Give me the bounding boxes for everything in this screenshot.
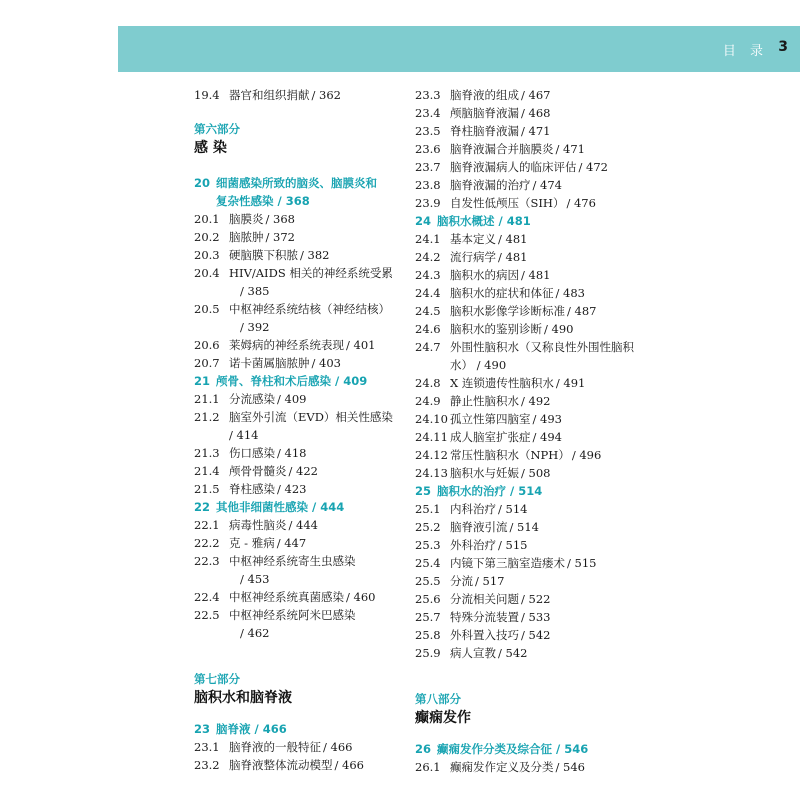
entry-number: 24.13 (415, 466, 448, 480)
header-page-number: 3 (778, 39, 788, 55)
chapter-page: / 546 (556, 742, 589, 756)
toc-entry[interactable] (194, 588, 406, 606)
toc-entry[interactable] (415, 86, 645, 104)
entry-title: 脑脊液的组成 (450, 88, 519, 102)
entry-number: 24.4 (415, 286, 441, 300)
entry-number: 19.4 (194, 88, 220, 102)
toc-entry[interactable] (194, 228, 406, 246)
chapter-number: 21 (194, 374, 211, 388)
entry-title: 克 - 雅病 (229, 536, 275, 550)
entry-number: 21.2 (194, 410, 220, 424)
entry-page: / 422 (288, 464, 318, 478)
toc-entry[interactable] (415, 140, 645, 158)
entry-number: 23.5 (415, 124, 441, 138)
entry-number: 23.3 (415, 88, 441, 102)
toc-entry[interactable] (415, 158, 645, 176)
toc-right-column (415, 86, 645, 776)
chapter-heading[interactable] (194, 720, 406, 738)
entry-title: 外科治疗 (450, 538, 496, 552)
toc-entry[interactable] (194, 336, 406, 354)
entry-title: 成人脑室扩张症 (450, 430, 531, 444)
entry-page: / 418 (277, 446, 307, 460)
part-label: 第八部分 (415, 692, 461, 706)
entry-page: / 466 (334, 758, 364, 772)
chapter-number: 25 (415, 484, 432, 498)
entry-number: 23.9 (415, 196, 441, 210)
toc-entry[interactable] (194, 552, 406, 588)
toc-entry[interactable] (415, 176, 645, 194)
entry-page: / 490 (544, 322, 574, 336)
entry-title: 脑积水的症状和体征 (450, 286, 554, 300)
page-header-bar (118, 26, 800, 72)
entry-number: 24.5 (415, 304, 441, 318)
entry-page: / 490 (476, 358, 507, 372)
entry-title: 中枢神经系统真菌感染 (229, 590, 344, 604)
entry-page: / 414 (229, 428, 259, 442)
entry-page: / 401 (346, 338, 376, 352)
entry-title: 流行病学 (450, 250, 496, 264)
entry-number: 21.3 (194, 446, 220, 460)
entry-title: 脊柱脑脊液漏 (450, 124, 519, 138)
chapter-title-line1: 细菌感染所致的脑炎、脑膜炎和 (216, 176, 377, 190)
entry-number: 20.1 (194, 212, 220, 226)
entry-page: / 487 (567, 304, 597, 318)
entry-number: 25.7 (415, 610, 441, 624)
toc-entry[interactable] (415, 500, 645, 518)
toc-entry[interactable] (415, 464, 645, 482)
toc-entry[interactable] (415, 758, 645, 776)
entry-title: 脑脊液整体流动模型 (229, 758, 333, 772)
toc-entry[interactable] (415, 644, 645, 662)
toc-entry[interactable] (415, 266, 645, 284)
entry-page: / 533 (521, 610, 551, 624)
entry-number: 25.9 (415, 646, 441, 660)
entry-title: 内镜下第三脑室造瘘术 (450, 556, 565, 570)
entry-title: 分流相关问题 (450, 592, 519, 606)
entry-page: / 444 (288, 518, 318, 532)
entry-title: 颅脑脑脊液漏 (450, 106, 519, 120)
entry-page: / 468 (521, 106, 551, 120)
entry-page: / 494 (532, 430, 562, 444)
entry-page: / 423 (277, 482, 307, 496)
entry-title: 脑积水的鉴别诊断 (450, 322, 542, 336)
toc-entry[interactable] (415, 518, 645, 536)
entry-title: 常压性脑积水（NPH） (450, 448, 570, 462)
entry-title: 脑脊液的一般特征 (229, 740, 321, 754)
chapter-number: 22 (194, 500, 211, 514)
entry-page: / 514 (509, 520, 539, 534)
toc-entry[interactable] (194, 300, 406, 336)
entry-number: 23.4 (415, 106, 441, 120)
toc-entry[interactable] (415, 104, 645, 122)
entry-title: 颅骨骨髓炎 (229, 464, 287, 478)
entry-title: 脑脊液引流 (450, 520, 508, 534)
chapter-heading[interactable] (415, 482, 645, 500)
toc-entry[interactable] (415, 626, 645, 644)
entry-page: / 474 (532, 178, 562, 192)
chapter-title: 脑积水的治疗 (437, 484, 506, 498)
entry-page: / 492 (521, 394, 551, 408)
part-title: 感 染 (194, 140, 227, 156)
entry-page: / 368 (265, 212, 295, 226)
chapter-number: 26 (415, 742, 432, 756)
entry-title: 病毒性脑炎 (229, 518, 287, 532)
toc-entry[interactable] (415, 428, 645, 446)
entry-title: 脑膜炎 (229, 212, 264, 226)
entry-number: 20.7 (194, 356, 220, 370)
toc-entry[interactable] (415, 590, 645, 608)
entry-number: 22.3 (194, 554, 220, 568)
chapter-heading[interactable] (415, 212, 645, 230)
toc-entry[interactable] (415, 302, 645, 320)
chapter-page: / 514 (510, 484, 543, 498)
entry-page: / 515 (498, 538, 528, 552)
part-title: 脑积水和脑脊液 (194, 690, 292, 706)
entry-title: 癫痫发作定义及分类 (450, 760, 554, 774)
part-label: 第七部分 (194, 672, 240, 686)
toc-entry[interactable] (194, 516, 406, 534)
toc-entry[interactable] (194, 264, 406, 300)
entry-title: 脑脓肿 (229, 230, 264, 244)
entry-page: / 481 (521, 268, 551, 282)
entry-title: 脑室外引流（EVD）相关性感染 (229, 410, 393, 424)
entry-number: 25.8 (415, 628, 441, 642)
entry-page: / 472 (578, 160, 608, 174)
entry-number: 21.5 (194, 482, 220, 496)
entry-title: 基本定义 (450, 232, 496, 246)
entry-page: / 409 (277, 392, 307, 406)
chapter-page: / 368 (277, 194, 310, 208)
entry-number: 25.1 (415, 502, 441, 516)
toc-entry[interactable] (415, 536, 645, 554)
entry-number: 20.6 (194, 338, 220, 352)
chapter-heading[interactable] (415, 740, 645, 758)
entry-number: 24.9 (415, 394, 441, 408)
entry-title: 分流 (450, 574, 473, 588)
entry-number: 22.1 (194, 518, 220, 532)
chapter-title: 脑脊液 (216, 722, 251, 736)
entry-page: / 471 (521, 124, 551, 138)
entry-title: 中枢神经系统阿米巴感染 (229, 608, 356, 622)
entry-page: / 508 (521, 466, 551, 480)
toc-entry[interactable] (415, 392, 645, 410)
entry-title: 硬脑膜下积脓 (229, 248, 298, 262)
entry-title: X 连锁遗传性脑积水 (450, 376, 554, 390)
part-label: 第六部分 (194, 122, 240, 136)
chapter-title: 颅骨、脊柱和术后感染 (216, 374, 331, 388)
entry-page: / 403 (311, 356, 341, 370)
entry-number: 23.8 (415, 178, 441, 192)
part-title: 癫痫发作 (415, 710, 471, 726)
entry-number: 26.1 (415, 760, 441, 774)
toc-entry[interactable] (415, 338, 645, 374)
entry-page: / 447 (276, 536, 307, 550)
chapter-number: 24 (415, 214, 432, 228)
chapter-number: 23 (194, 722, 211, 736)
entry-title: HIV/AIDS 相关的神经系统受累 (229, 266, 393, 280)
entry-page: / 481 (498, 250, 528, 264)
entry-number: 23.1 (194, 740, 220, 754)
toc-entry[interactable] (415, 554, 645, 572)
toc-entry[interactable] (415, 230, 645, 248)
toc-entry[interactable] (415, 608, 645, 626)
entry-page: / 542 (521, 628, 551, 642)
entry-number: 22.5 (194, 608, 220, 622)
entry-number: 21.1 (194, 392, 220, 406)
entry-title: 自发性低颅压（SIH） (450, 196, 565, 210)
entry-number: 25.6 (415, 592, 441, 606)
entry-page: / 514 (498, 502, 528, 516)
entry-page: / 496 (571, 448, 602, 462)
entry-page: / 453 (239, 572, 270, 586)
entry-title: 脑积水影像学诊断标准 (450, 304, 565, 318)
toc-entry[interactable] (415, 284, 645, 302)
toc-entry[interactable] (194, 390, 406, 408)
entry-number: 24.11 (415, 430, 448, 444)
entry-number: 24.3 (415, 268, 441, 282)
entry-title: 脑脊液漏病人的临床评估 (450, 160, 577, 174)
entry-page: / 471 (555, 142, 585, 156)
entry-number: 25.4 (415, 556, 441, 570)
toc-left-column (194, 86, 406, 774)
toc-entry[interactable] (415, 446, 645, 464)
chapter-page: / 466 (254, 722, 287, 736)
entry-title: 脑积水与妊娠 (450, 466, 519, 480)
entry-number: 23.2 (194, 758, 220, 772)
entry-number: 20.4 (194, 266, 220, 280)
entry-title: 外围性脑积水（又称良性外围性脑积水） (450, 340, 634, 372)
header-title: 目 录 (722, 44, 768, 59)
chapter-title: 其他非细菌性感染 (216, 500, 308, 514)
entry-number: 20.5 (194, 302, 220, 316)
entry-page: / 481 (498, 232, 528, 246)
entry-page: / 476 (566, 196, 596, 210)
entry-page: / 460 (346, 590, 376, 604)
toc-entry[interactable] (194, 354, 406, 372)
chapter-number: 20 (194, 176, 211, 190)
entry-number: 24.7 (415, 340, 441, 354)
toc-entry[interactable] (194, 86, 406, 104)
entry-number: 24.10 (415, 412, 448, 426)
toc-entry[interactable] (194, 210, 406, 228)
chapter-heading[interactable] (194, 498, 406, 516)
entry-number: 20.2 (194, 230, 220, 244)
entry-title: 中枢神经系统寄生虫感染 (229, 554, 356, 568)
entry-page: / 392 (239, 320, 270, 334)
toc-entry[interactable] (415, 194, 645, 212)
entry-page: / 493 (532, 412, 562, 426)
entry-page: / 382 (300, 248, 330, 262)
toc-entry[interactable] (415, 320, 645, 338)
chapter-heading[interactable] (194, 372, 406, 390)
entry-page: / 515 (567, 556, 597, 570)
entry-number: 23.6 (415, 142, 441, 156)
toc-entry[interactable] (415, 374, 645, 392)
entry-page: / 467 (521, 88, 551, 102)
entry-page: / 362 (311, 88, 341, 102)
entry-title: 脊柱感染 (229, 482, 275, 496)
chapter-title: 脑积水概述 (437, 214, 495, 228)
toc-entry[interactable] (194, 534, 406, 552)
entry-title: 诺卡菌属脑脓肿 (229, 356, 310, 370)
entry-number: 24.12 (415, 448, 448, 462)
toc-entry[interactable] (194, 756, 406, 774)
entry-number: 24.2 (415, 250, 441, 264)
chapter-title-line2: 复杂性感染 (216, 194, 274, 208)
entry-title: 孤立性第四脑室 (450, 412, 531, 426)
entry-page: / 491 (555, 376, 586, 390)
entry-title: 内科治疗 (450, 502, 496, 516)
entry-number: 20.3 (194, 248, 220, 262)
toc-entry[interactable] (194, 444, 406, 462)
chapter-page: / 409 (335, 374, 368, 388)
entry-title: 器官和组织捐献 (229, 88, 310, 102)
toc-entry[interactable] (194, 462, 406, 480)
entry-page: / 385 (239, 284, 270, 298)
entry-number: 22.4 (194, 590, 220, 604)
chapter-page: / 481 (498, 214, 531, 228)
entry-page: / 522 (521, 592, 551, 606)
toc-entry[interactable] (194, 738, 406, 756)
entry-title: 莱姆病的神经系统表现 (229, 338, 344, 352)
entry-number: 23.7 (415, 160, 441, 174)
chapter-title: 癫痫发作分类及综合征 (437, 742, 552, 756)
entry-title: 伤口感染 (229, 446, 275, 460)
entry-title: 脑积水的病因 (450, 268, 519, 282)
toc-entry[interactable] (415, 410, 645, 428)
entry-page: / 462 (239, 626, 270, 640)
entry-page: / 483 (555, 286, 585, 300)
chapter-page: / 444 (312, 500, 345, 514)
chapter-heading[interactable] (194, 174, 406, 210)
entry-title: 脑脊液漏的治疗 (450, 178, 531, 192)
toc-entry[interactable] (415, 572, 645, 590)
entry-title: 病人宣教 (450, 646, 496, 660)
entry-number: 25.2 (415, 520, 441, 534)
entry-number: 24.8 (415, 376, 441, 390)
toc-entry[interactable] (194, 606, 406, 642)
entry-page: / 546 (555, 760, 585, 774)
entry-title: 外科置入技巧 (450, 628, 519, 642)
entry-page: / 372 (265, 230, 295, 244)
entry-number: 21.4 (194, 464, 220, 478)
entry-page: / 466 (323, 740, 353, 754)
entry-number: 24.1 (415, 232, 441, 246)
entry-title: 脑脊液漏合并脑膜炎 (450, 142, 554, 156)
entry-page: / 542 (498, 646, 528, 660)
entry-number: 22.2 (194, 536, 220, 550)
toc-entry[interactable] (415, 122, 645, 140)
entry-title: 特殊分流装置 (450, 610, 519, 624)
toc-entry[interactable] (194, 246, 406, 264)
toc-entry[interactable] (194, 480, 406, 498)
entry-page: / 517 (475, 574, 505, 588)
entry-number: 25.3 (415, 538, 441, 552)
entry-title: 静止性脑积水 (450, 394, 519, 408)
toc-entry[interactable] (194, 408, 406, 444)
entry-title: 中枢神经系统结核（神经结核） (229, 302, 390, 316)
entry-number: 24.6 (415, 322, 441, 336)
entry-number: 25.5 (415, 574, 441, 588)
entry-title: 分流感染 (229, 392, 275, 406)
toc-entry[interactable] (415, 248, 645, 266)
